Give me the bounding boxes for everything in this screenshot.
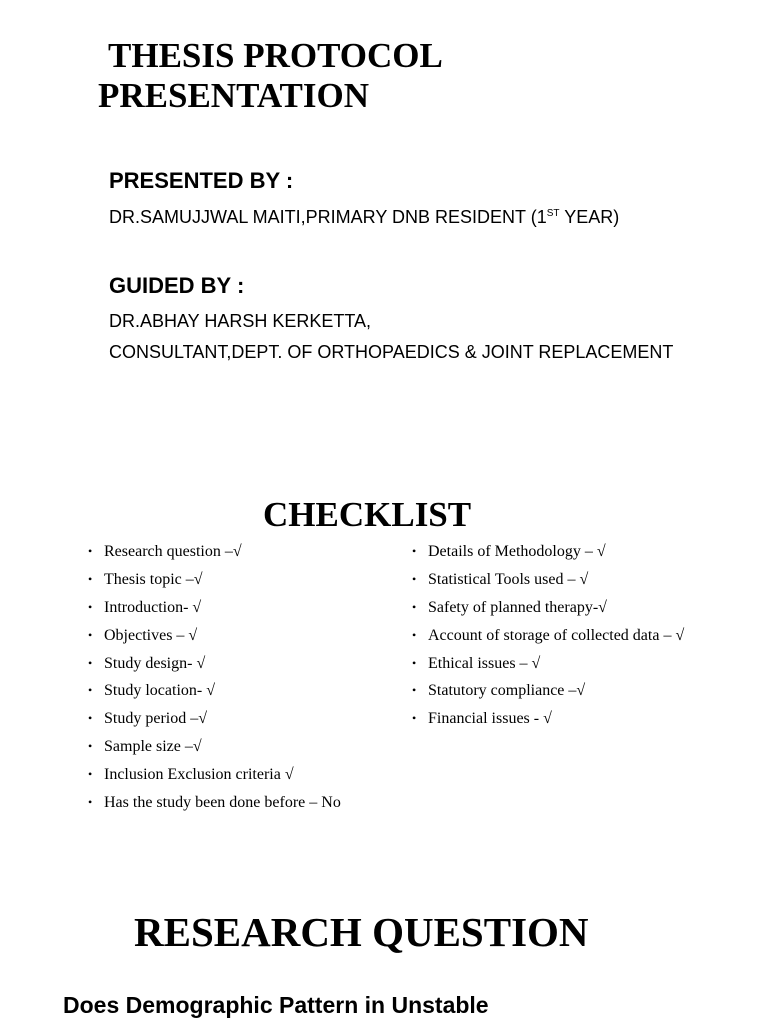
list-item: • Account of storage of collected data – √ [412, 622, 684, 650]
bullet-icon: • [88, 627, 93, 642]
bullet-icon: • [88, 739, 93, 754]
bullet-icon: • [412, 627, 417, 642]
presenter-superscript: ST [546, 208, 560, 219]
checklist-left-list [88, 538, 341, 817]
bullet-icon: • [412, 571, 417, 586]
research-question-title: RESEARCH QUESTION [134, 909, 589, 955]
bullet-icon: • [412, 711, 417, 726]
checklist-right-list [412, 538, 684, 733]
list-item: • Safety of planned therapy-√ [412, 594, 684, 622]
list-item: • Study design- √ [88, 650, 341, 678]
list-item: • Thesis topic –√ [88, 566, 341, 594]
presenter-text: DR.SAMUJJWAL MAITI,PRIMARY DNB RESIDENT (1 [109, 207, 547, 227]
list-item: • Sample size –√ [88, 733, 341, 761]
list-item: • Statutory compliance –√ [412, 677, 684, 705]
bullet-icon: • [88, 544, 93, 558]
list-item: • Inclusion Exclusion criteria √ [88, 761, 341, 789]
list-item: • Research question –√ [88, 538, 341, 566]
slide-title-line-2: PRESENTATION [98, 76, 369, 115]
bullet-icon: • [88, 599, 93, 614]
guide-name: DR.ABHAY HARSH KERKETTA, [109, 311, 372, 331]
list-item: • Study location- √ [88, 677, 341, 705]
bullet-icon: • [412, 655, 417, 670]
list-item: • Study period –√ [88, 705, 341, 733]
guided-by-label: GUIDED BY : [109, 273, 245, 298]
checklist-title: CHECKLIST [263, 495, 472, 534]
list-item: • Introduction- √ [88, 594, 341, 622]
list-item: • Objectives – √ [88, 622, 341, 650]
bullet-icon: • [412, 544, 417, 558]
list-item: • Details of Methodology – √ [412, 538, 684, 566]
bullet-icon: • [88, 683, 93, 698]
slide-title-line-1: THESIS PROTOCOL [108, 36, 443, 75]
research-question-text: Does Demographic Pattern in Unstable [63, 992, 489, 1018]
bullet-icon: • [88, 795, 93, 810]
list-item: • Ethical issues – √ [412, 650, 684, 678]
bullet-icon: • [88, 711, 93, 726]
list-item: • Financial issues - √ [412, 705, 684, 733]
bullet-icon: • [88, 767, 93, 782]
presenter-line [109, 207, 619, 228]
guide-role: CONSULTANT,DEPT. OF ORTHOPAEDICS & JOINT REPLACEMENT [109, 342, 674, 362]
bullet-icon: • [88, 571, 93, 586]
bullet-icon: • [412, 683, 417, 698]
bullet-icon: • [412, 599, 417, 614]
list-item: • Statistical Tools used – √ [412, 566, 684, 594]
presented-by-label: PRESENTED BY : [109, 168, 294, 193]
presenter-text-end: YEAR) [559, 207, 620, 227]
bullet-icon: • [88, 655, 93, 670]
list-item: • Has the study been done before – No [88, 789, 341, 817]
